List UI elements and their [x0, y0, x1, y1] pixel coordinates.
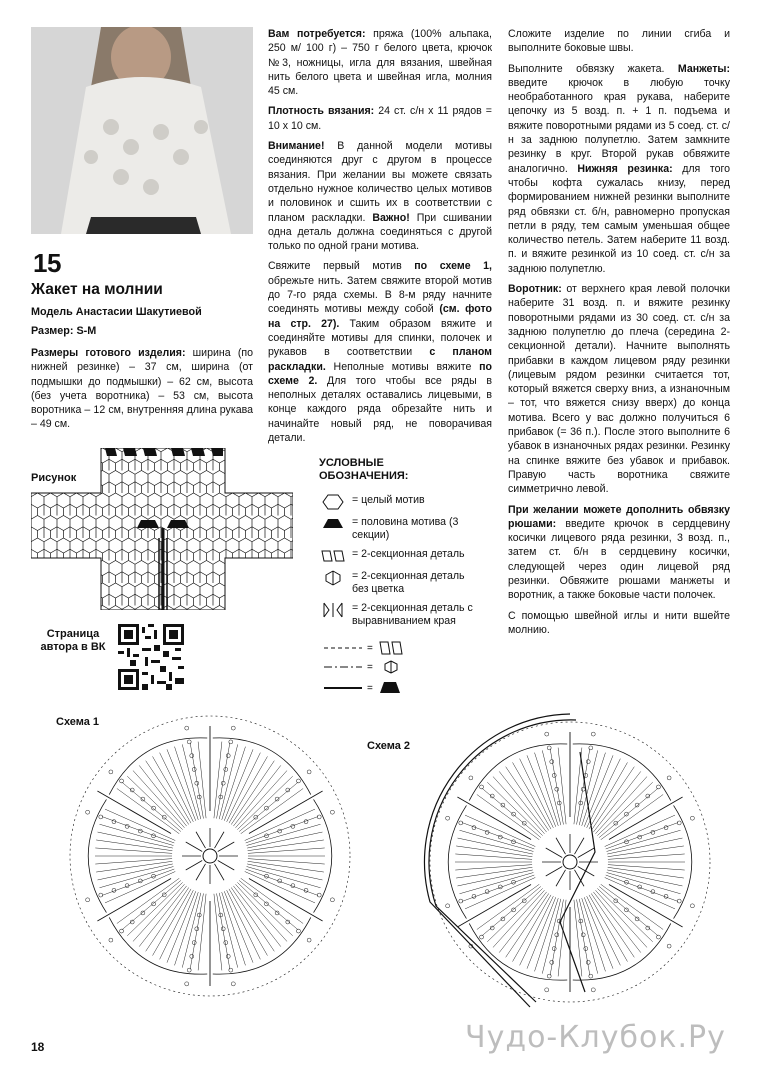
- legend-item-2-section-edge: = 2-секционная деталь с выравниванием края: [320, 602, 490, 628]
- two-section-icon: [320, 548, 346, 564]
- crochet-schema-2: [410, 712, 730, 1017]
- page-number: 18: [31, 1040, 45, 1054]
- hexagon-icon: [320, 494, 346, 510]
- legend-item-2-section: = 2-секционная деталь: [320, 548, 465, 564]
- gauge-paragraph: Плотность вязания: 24 ст. с/н х 11 рядов = 10 х 10 см.: [268, 105, 492, 132]
- two-section-edge-icon: [320, 602, 346, 618]
- edging-paragraph: Выполните обвязку жакета. Манжеты: введите крючок в любую точку необработанного края рукава, наберите цепочку из 5 возд. п. + 1 п. подъема и вяжите поворотными рядами из 5 соед. ст. с/н за заднюю полупетлю. Затем замкните резинку в круг. Второй рукав обвяжите аналогично. Нижняя резинка: для того чтобы кофта сужалась книзу, перед формированием нижней резинки выполните ряд обвязки ст. б/н, равномерно пропуская петли в ряду, тем самым уменьшая общее количество петель. Затем наберите 11 возд. п. и вяжите резинкой из 10 соед. ст. с/н за заднюю полупетлю.: [508, 62, 731, 275]
- drawing-label: Рисунок: [31, 472, 77, 484]
- finished-sizes-label: Размеры готового изделия:: [31, 347, 186, 359]
- attention-paragraph: Внимание! В данной модели мотивы соединяются друг с другом в процессе вязания. При желании вы можете связать отдельно нужное количество целых мотивов и половинок и сшить их в соответствии с планом раскладки. Важно! При сшивании одна деталь должна соединяться с другой только по одной грани мотива.: [268, 140, 492, 253]
- svg-text:=: =: [367, 662, 373, 673]
- crochet-schema-1: [60, 706, 360, 1011]
- svg-text:=: =: [367, 683, 373, 694]
- instructions-column-3: [508, 27, 730, 637]
- side-seams-paragraph: Сложите изделие по линии сгиба и выполните боковые швы.: [508, 28, 730, 55]
- schema-1-label: Схема 1: [56, 716, 100, 728]
- line-legend: [322, 638, 412, 703]
- legend-item-half-motif: = половина мотива (3 секции): [320, 516, 480, 542]
- svg-text:=: =: [367, 643, 373, 654]
- model-size: Размер: S-M: [31, 325, 97, 337]
- collar-paragraph: Воротник: от верхнего края левой полочки наберите 31 возд. п. и вяжите резинку поворотными рядами из 30 соед. ст. с/н за заднюю полупетлю до плеча (середина 2-секционной детали). Начните выполнять прибавки в каждом лицевом ряду резинки (лицевым рядом резинки считается тот, который вяжется сверху вниз, а изнаночным – тот, что вяжется снизу вверх) до конца мотива. Всего у вас должно получиться 6 прибавок (= 36 п.). После этого выполните 6 убавок в изнаночных рядах резинки. Резинку на спинке вяжите без убавок и прибавок. Правую часть воротника свяжите симметрично левой.: [508, 283, 730, 496]
- schema-2-label: Схема 2: [367, 740, 411, 752]
- two-section-no-flower-icon: [320, 570, 346, 586]
- ruffle-paragraph: При желании можете дополнить обвязку рюшами: введите крючок в сердцевину косички лицевого ряда резинки, 3 возд. п., затем ст. б/н в сердцевину косички, следующей через один лицевой ряд резинки. Обвяжите рюшами манжеты и воротник, а также боковые части полочек.: [508, 503, 730, 602]
- instructions-column-2: [268, 27, 492, 445]
- zipper-paragraph: С помощью швейной иглы и нити вшейте молнию.: [508, 609, 730, 636]
- model-title: Жакет на молнии: [31, 281, 163, 298]
- legend-title: УСЛОВНЫЕ ОБОЗНАЧЕНИЯ:: [319, 457, 409, 482]
- legend-item-2-section-no-flower: = 2-секционная деталь без цветка: [320, 570, 480, 596]
- model-number: 15: [33, 248, 61, 278]
- qr-label: Страница автора в ВК: [40, 628, 106, 653]
- materials-paragraph: Вам потребуется: пряжа (100% альпака, 250 м/ 100 г) – 750 г белого цвета, крючок №3, ножницы, игла для вязания, швейная нить белого цвета и швейная игла, молния 45 см.: [268, 28, 492, 98]
- model-photo: [31, 27, 253, 234]
- site-watermark: Чудо-Клубок.Ру: [465, 1020, 726, 1055]
- finished-sizes-paragraph: Размеры готового изделия: ширина (по нижней резинке) – 37 см, ширина (от подмышки до подмышки) – 62 см, высота (без учета воротника) – 53 см, высота воротника – 12 см, внутренняя длина рукава – 49 см.: [31, 347, 253, 431]
- qr-code[interactable]: [118, 624, 184, 690]
- model-author: Модель Анастасии Шакутиевой: [31, 306, 202, 318]
- half-hexagon-icon: [320, 516, 346, 532]
- layout-drawing: [31, 448, 293, 615]
- motif-paragraph: Свяжите первый мотив по схеме 1, обрежьте нить. Затем свяжите второй мотив до 7-го ряда схемы. В 8-м ряду начните соединять мотивы между собой (см. фото на стр. 27). Таким образом вяжите и соединяйте мотивы для спинки, полочек и рукавов в соответствии с планом раскладки. Неполные мотивы вяжите по схеме 2. Для того чтобы все ряды в неполных деталях оставались лицевыми, в конце каждого ряда обрезайте нить и начинайте новый ряд, не поворачивая детали.: [268, 260, 493, 445]
- legend-item-full-motif: = целый мотив: [320, 494, 425, 510]
